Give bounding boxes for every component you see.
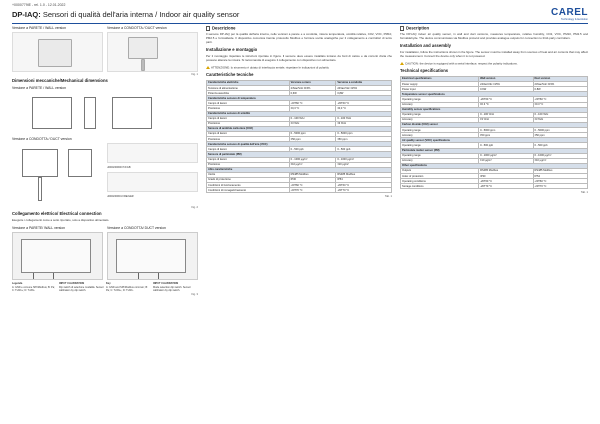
part-number-fre: •0000200601 FRE/GER: [107, 195, 134, 199]
table-cell: 0...500 ppb: [336, 147, 392, 152]
table-cell: Operating range: [401, 97, 479, 102]
table-cell: ±3 %rH: [533, 117, 587, 122]
table-cell: Tensione di alimentazione: [207, 86, 290, 91]
table-cell: 0...100 %rH: [336, 116, 392, 121]
wall-front-view: [32, 97, 72, 129]
part-number-ita: •0000200600 ITA/GB: [107, 166, 131, 170]
wall-sensor-photo: [12, 32, 103, 72]
dims-wall-title: Versione a PARETE / WALL version: [12, 86, 66, 91]
table-section-cell: Temperature sensor specifications: [401, 92, 588, 97]
table-cell: ±50 ppm: [533, 133, 587, 138]
duct-sensor-photo: [107, 32, 198, 72]
table-cell: Storage conditions: [401, 184, 479, 189]
table-cell: Accuracy: [401, 133, 479, 138]
table-cell: ±3 %rH: [336, 121, 392, 126]
table-cell: Precisione: [207, 162, 290, 167]
table-cell: IP54: [533, 174, 587, 179]
figure-1-caption: Fig. 1: [191, 73, 198, 77]
table-cell: IP30: [289, 177, 336, 182]
table-cell: Precisione: [207, 121, 290, 126]
manual-fre-photo: [107, 172, 198, 192]
legend-eng: Key A: GND and SPI/Modbus common; B: Pa; C: Tx/Rx+; D: Tx/Rx-: [106, 282, 148, 292]
table-section-cell: Sensore di particolato (PM): [207, 152, 392, 157]
table-section-cell: Carbon dioxide (CO2) sensor: [401, 122, 588, 127]
it-warning: ATTENZIONE: lo strumento è dotato di interfaccia seriale; rispettare le indicazioni di polarità.: [206, 66, 392, 70]
table-section-cell: Altre caratteristiche: [207, 167, 392, 172]
document-icon: [400, 26, 404, 31]
table-cell: RS485 Modbus: [479, 168, 533, 173]
table-cell: Grado di protezione: [207, 177, 290, 182]
table-cell: -20T60 °C: [479, 97, 533, 102]
table-cell: 24Vac/Vdc ±15%: [289, 86, 336, 91]
table-cell: IP54: [336, 177, 392, 182]
table-cell: 0...5000 ppm: [336, 131, 392, 136]
table-row: [207, 188, 392, 193]
table-cell: Precisione: [207, 106, 290, 111]
table-cell: Power supply: [401, 82, 479, 87]
connection-title: Collegamento elettrico/ Electrical connection: [12, 211, 102, 217]
table-header-cell: Electrical specifications: [401, 76, 479, 81]
table-cell: ±0.3 °C: [533, 102, 587, 107]
table-cell: 24Vac/Vdc ±15%: [336, 86, 392, 91]
warning-icon: [400, 62, 404, 65]
duct-probe-view: [38, 177, 42, 201]
table-cell: ±10 µg/m³: [289, 162, 336, 167]
figure-3-caption: Fig. 3: [191, 293, 198, 297]
it-table-caption: Tab. 1: [384, 195, 392, 199]
table-cell: ±10 µg/m³: [533, 158, 587, 163]
table-row: [401, 184, 588, 189]
table-cell: RS485 Modbus: [533, 168, 587, 173]
wall-board: [21, 239, 91, 273]
duct-version-title: Versione a CONDOTTA / DUCT version: [107, 26, 167, 30]
table-cell: 0.8W: [533, 87, 587, 92]
table-cell: ±50 ppm: [336, 137, 392, 142]
table-cell: Operating range: [401, 143, 479, 148]
table-cell: Power input: [401, 87, 479, 92]
table-cell: -20T60 °C: [479, 179, 533, 184]
table-section-cell: Other specifications: [401, 163, 588, 168]
calibration-ita: INPUT CALIBRATION Dip switch di selezione modalità. Sensor calibration by dip switch.: [59, 282, 104, 292]
table-section-cell: Sensore di anidride carbonica (CO2): [207, 126, 392, 131]
table-section-cell: Air quality sensor (VOC) specifications: [401, 138, 588, 143]
duct-probe-icon: [141, 59, 145, 71]
figure-2-caption: Fig. 2: [191, 206, 198, 210]
table-cell: 0...1000 µg/m³: [336, 157, 392, 162]
duct-side-view: [68, 149, 92, 177]
table-header-cell: Caratteristiche elettriche: [207, 80, 290, 85]
table-cell: 0...1000 µg/m³: [479, 153, 533, 158]
warning-icon: [206, 66, 210, 69]
table-cell: Operating range: [401, 153, 479, 158]
manual-ita-photo: [107, 143, 198, 163]
en-warning: CAUTION: the device is equipped with a serial interface; respect the polarity indications.: [400, 62, 588, 66]
en-table-caption: Tab. 1: [580, 191, 588, 195]
table-cell: ±10 µg/m³: [479, 158, 533, 163]
table-cell: Campo di lavoro: [207, 101, 290, 106]
wall-dimension-drawing: [12, 93, 198, 135]
en-description-text: The DP-IAQ indoor air quality sensor, in wall and duct versions, measures temperature, relative humidity, CO2, VOC, PM10, PM2.5 and formaldehyde. The device communicates via Modbus protocol and provides analogue outputs for connection to third-party controllers.: [400, 32, 588, 41]
table-cell: IP30: [479, 174, 533, 179]
table-cell: 24Vac/Vdc ±15%: [533, 82, 587, 87]
table-cell: 0.6W: [479, 87, 533, 92]
en-installation-title: Installation and assembly: [400, 43, 451, 49]
it-specs-table: [206, 80, 392, 193]
table-cell: 0...500 ppb: [533, 143, 587, 148]
table-section-cell: Caratteristiche sensore di umidità: [207, 111, 392, 116]
table-cell: Operating range: [401, 112, 479, 117]
table-cell: Campo di lavoro: [207, 157, 290, 162]
duct-board: [116, 239, 186, 273]
table-cell: 0...5000 ppm: [479, 128, 533, 133]
table-cell: -20T60 °C: [533, 97, 587, 102]
duct-front-view: [22, 149, 58, 177]
table-cell: 0...5000 ppm: [289, 131, 336, 136]
table-cell: 0,8W: [336, 91, 392, 96]
table-section-cell: Humidity sensor specifications: [401, 107, 588, 112]
it-installation-title: Installazione e montaggio: [206, 47, 258, 53]
table-cell: -20T70 °C: [479, 184, 533, 189]
duct-wiring-diagram: [107, 232, 198, 280]
table-cell: ±0,3 °C: [336, 106, 392, 111]
table-cell: Accuracy: [401, 158, 479, 163]
table-cell: ±0.3 °C: [479, 102, 533, 107]
table-cell: -20T70 °C: [533, 184, 587, 189]
table-cell: Campo di lavoro: [207, 147, 290, 152]
en-specs-title: Technical specifications: [400, 68, 449, 74]
duct-dimension-drawing: [12, 143, 103, 205]
document-icon: [206, 26, 210, 31]
table-cell: Potenza assorbita: [207, 91, 290, 96]
table-cell: Uscite: [207, 172, 290, 177]
table-cell: 0...500 ppb: [289, 147, 336, 152]
column-italian: [206, 26, 392, 416]
table-cell: ±50 ppm: [479, 133, 533, 138]
it-description-text: Il sensore DP-IAQ per la qualità dell'aria interna, nelle versioni a parete e a condotta, misura temperatura, umidità relativa, CO2, VOC, PM10, PM2.5 e formaldeide. Il dispositivo comunica tramite protocollo Modbus e fornisce uscite analogiche per il collegamento a controllori di terze parti.: [206, 32, 392, 45]
en-description-title: Description: [400, 26, 588, 31]
table-cell: ±10 µg/m³: [336, 162, 392, 167]
dimensions-title: Dimensioni meccaniche/Mechanical dimensions: [12, 78, 108, 84]
wall-wiring-diagram: [12, 232, 103, 280]
table-cell: Operating conditions: [401, 179, 479, 184]
table-cell: 0...1000 µg/m³: [533, 153, 587, 158]
en-installation-text: For installation, follow the instructions shown in the figure. The sensor must be installed away from sources of heat and air currents that may affect the measurement. Connect the device only when it is not powered.: [400, 50, 588, 59]
table-cell: 0...500 ppb: [479, 143, 533, 148]
table-section-cell: Caratteristiche sensore di temperatura: [207, 96, 392, 101]
it-specs-title: Caratteristiche tecniche: [206, 72, 254, 78]
table-header-cell: Wall version: [479, 76, 533, 81]
table-section-cell: Particulate matter sensor (PM): [401, 148, 588, 153]
table-cell: RS485 Modbus: [289, 172, 336, 177]
table-cell: -20T60 °C: [336, 183, 392, 188]
table-cell: 0,6W: [289, 91, 336, 96]
table-cell: ±50 ppm: [289, 137, 336, 142]
table-cell: Operating range: [401, 128, 479, 133]
table-header-cell: Duct version: [533, 76, 587, 81]
table-cell: -20T60 °C: [289, 183, 336, 188]
table-cell: 24Vac/Vdc ±15%: [479, 82, 533, 87]
table-cell: Index of protection: [401, 174, 479, 179]
column-figures: [12, 26, 198, 416]
table-cell: 0...100 %rH: [533, 112, 587, 117]
table-cell: Accuracy: [401, 102, 479, 107]
dims-duct-title: Versione a CONDOTTA / DUCT version: [12, 136, 72, 141]
wall-sensor-icon: [38, 39, 72, 67]
legend-ita: Legenda A: GND e comune SPI/Modbus; B: Pa; C: Tx/Rx+; D: Tx/Rx-: [12, 282, 55, 292]
table-cell: ±0,3 °C: [289, 106, 336, 111]
table-cell: 0...100 %rH: [289, 116, 336, 121]
table-cell: Condizioni di funzionamento: [207, 183, 290, 188]
table-cell: Campo di lavoro: [207, 131, 290, 136]
calibration-eng: INPUT CALIBRATION Mode selection dip switch. Sensor calibration by dip switch.: [153, 282, 191, 292]
table-cell: -20T60 °C: [533, 179, 587, 184]
table-header-cell: Versione a condotta: [336, 80, 392, 85]
it-description-title: Descrizione: [206, 26, 392, 31]
table-cell: 0...1000 µg/m³: [289, 157, 336, 162]
table-cell: 0...100 %rH: [479, 112, 533, 117]
wall-back-view: [112, 97, 152, 129]
table-cell: Campo di lavoro: [207, 116, 290, 121]
carel-tagline: Technology & Evolution: [561, 18, 588, 21]
table-cell: ±3 %rH: [479, 117, 533, 122]
conn-wall-title: Versione a PARETE/ WALL version: [12, 225, 66, 230]
duct-sensor-icon: [128, 37, 158, 59]
it-installation-text: Per il montaggio rispettare le istruzioni riportate in figura. Il sensore deve essere installato lontano da fonti di calore e da correnti d'aria che possano alterare la misura. Si raccomanda di eseguire il collegamento con dispositivo non alimentato.: [206, 54, 392, 62]
carel-logo: CAREL: [551, 7, 588, 18]
conn-duct-title: Versione a CONDOTTA/ DUCT version: [107, 225, 166, 230]
table-cell: Accuracy: [401, 117, 479, 122]
connection-text: Eseguire i collegamenti come a sotto riportato, solo a dispositivo alimentato.: [12, 217, 110, 222]
en-specs-table: [400, 76, 588, 189]
wall-version-title: Versione a PARETE / WALL version: [12, 26, 66, 30]
column-english: [400, 26, 588, 416]
table-cell: -20T70 °C: [289, 188, 336, 193]
table-cell: -20T60 °C: [336, 101, 392, 106]
table-cell: -20T70 °C: [336, 188, 392, 193]
table-cell: -20T60 °C: [289, 101, 336, 106]
table-header-cell: Versione a muro: [289, 80, 336, 85]
table-cell: Outputs: [401, 168, 479, 173]
header-divider: [12, 23, 588, 24]
wall-side-view: [84, 97, 96, 129]
table-cell: Precisione: [207, 137, 290, 142]
document-code: +0000779IE - rel. 1.0 - 12.01.2022: [12, 3, 66, 7]
wiring-legend: [12, 282, 198, 292]
page-title: DP-IAQ: Sensori di qualità dell'aria interna / Indoor air quality sensor: [12, 10, 240, 19]
table-cell: 0...5000 ppm: [533, 128, 587, 133]
table-cell: ±3 %rH: [289, 121, 336, 126]
table-cell: RS485 Modbus: [336, 172, 392, 177]
table-section-cell: Caratteristiche sensore di qualità dell'aria (VOC): [207, 142, 392, 147]
table-cell: Condizioni di immagazzinamento: [207, 188, 290, 193]
